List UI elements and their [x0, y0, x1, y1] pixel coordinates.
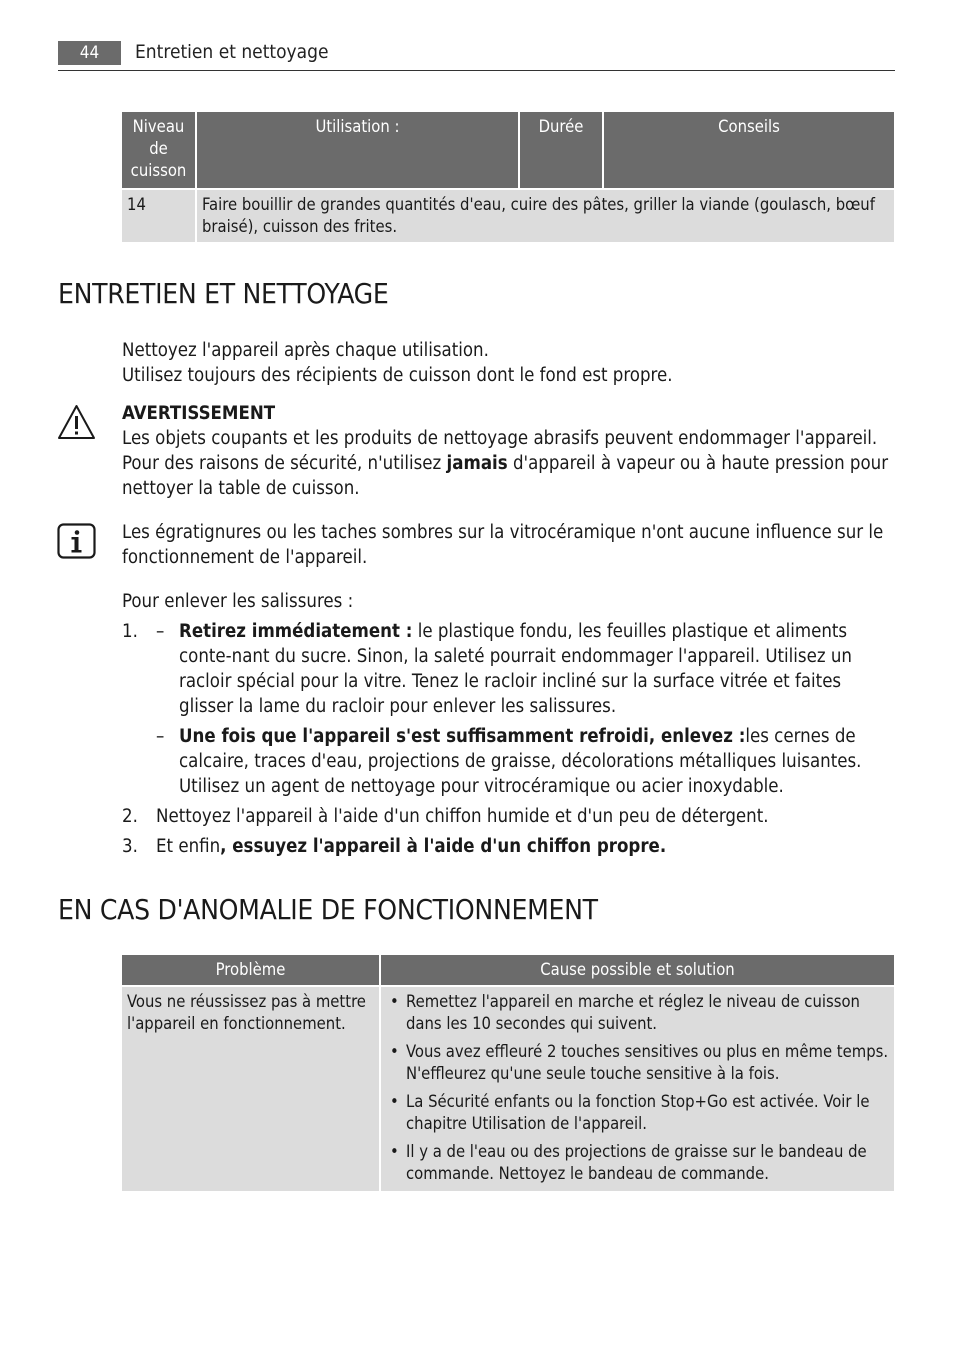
step-3-text: Et enfin — [156, 836, 221, 857]
step-1a-text: le plastique fondu, les feuilles plastique et aliments conte-nant du sucre. Sinon, la saleté pourrait endommager l'appareil. Utilisez un racloir spécial pour la vitre. Tenez le racloir incliné sur la surface vitrée et faites glisser la lame du racloir pour enlever les salissures. — [179, 621, 852, 717]
section-title-maintenance: ENTRETIEN ET NETTOYAGE — [58, 277, 389, 310]
cell-solutions — [380, 986, 894, 1191]
list-item — [386, 1141, 889, 1185]
step-1-item-a — [156, 619, 894, 719]
solution-list — [386, 991, 889, 1185]
dash-marker: – — [156, 726, 165, 747]
cooking-table-header-row — [122, 112, 894, 189]
cooking-table-row — [122, 189, 894, 242]
bullet-marker: • — [390, 1142, 399, 1161]
header-tips: Conseils — [603, 112, 894, 189]
list-item — [386, 1091, 889, 1135]
info-text: Les égratignures ou les taches sombres sur la vitrocéramique n'ont aucune influence sur le fonctionnement de l'appareil. — [122, 522, 884, 568]
step-2 — [122, 804, 894, 829]
warning-text-part1: Les objets coupants et les produits de nettoyage abrasifs peuvent endommager l'appareil. Pour des raisons de sécurité, n'utilisez — [122, 428, 878, 474]
bullet-marker: • — [390, 992, 399, 1011]
header-problem: Problème — [122, 955, 380, 986]
intro-paragraph — [122, 338, 902, 388]
remove-intro: Pour enlever les salissures : — [122, 591, 354, 612]
cell-usage-text: Faire bouillir de grandes quantités d'eau, cuire des pâtes, griller la viande (goulasch, bœuf braisé), cuisson des frites. — [196, 189, 894, 242]
step-number: 3. — [122, 836, 138, 857]
running-title: Entretien et nettoyage — [135, 41, 329, 63]
header-cooking-level: Niveau de cuisson — [122, 112, 196, 189]
step-3 — [122, 834, 894, 859]
solution-text: La Sécurité enfants ou la fonction Stop+Go est activée. Voir le chapitre Utilisation de l'appareil. — [406, 1092, 870, 1133]
cell-level: 14 — [122, 189, 196, 242]
cooking-level-table — [122, 112, 894, 242]
section-title-troubleshooting: EN CAS D'ANOMALIE DE FONCTIONNEMENT — [58, 893, 598, 926]
warning-title: AVERTISSEMENT — [122, 403, 276, 424]
intro-line-2: Utilisez toujours des récipients de cuisson dont le fond est propre. — [122, 365, 673, 386]
warning-emphasis: jamais — [446, 453, 508, 474]
troubleshooting-row — [122, 986, 894, 1191]
troubleshooting-table — [122, 955, 894, 1191]
warning-triangle-icon — [57, 404, 96, 440]
cleaning-steps — [122, 619, 894, 864]
dash-marker: – — [156, 621, 165, 642]
bullet-marker: • — [390, 1092, 399, 1111]
warning-text — [122, 426, 897, 501]
step-1-item-b — [156, 724, 894, 799]
solution-text: Vous avez effleuré 2 touches sensitives ou plus en même temps. N'effleurez qu'une seule touche sensitive à la fois. — [406, 1042, 889, 1083]
solution-text: Il y a de l'eau ou des projections de graisse sur le bandeau de commande. Nettoyez le bandeau de commande. — [406, 1142, 867, 1183]
warning-text-part2: d'appareil à vapeur ou à haute pression pour nettoyer la table de cuisson. — [122, 453, 889, 499]
step-3-bold: , essuyez l'appareil à l'aide d'un chiffon propre. — [220, 836, 667, 857]
troubleshooting-header-row — [122, 955, 894, 986]
list-item — [386, 1041, 889, 1085]
cell-problem: Vous ne réussissez pas à mettre l'appareil en fonctionnement. — [122, 986, 380, 1191]
warning-block — [122, 401, 897, 501]
step-1 — [122, 619, 894, 799]
header-rule — [58, 70, 895, 71]
step-number: 1. — [122, 621, 138, 642]
header-cause-solution: Cause possible et solution — [380, 955, 894, 986]
list-item — [386, 991, 889, 1035]
step-2-text: Nettoyez l'appareil à l'aide d'un chiffon humide et d'un peu de détergent. — [156, 806, 769, 827]
step-1a-bold: Retirez immédiatement : — [179, 621, 413, 642]
step-number: 2. — [122, 806, 138, 827]
header-usage: Utilisation : — [196, 112, 519, 189]
header-duration: Durée — [519, 112, 603, 189]
info-icon — [57, 523, 96, 559]
step-1b-text: les cernes de calcaire, traces d'eau, projections de graisse, décolorations métalliques luisantes. Utilisez un agent de nettoyage pour vitrocéramique ou acier inoxydable. — [179, 726, 862, 797]
bullet-marker: • — [390, 1042, 399, 1061]
solution-text: Remettez l'appareil en marche et réglez le niveau de cuisson dans les 10 secondes qui suivent. — [406, 992, 860, 1033]
step-1b-bold: Une fois que l'appareil s'est suffisamment refroidi, enlevez : — [179, 726, 746, 747]
page-number: 44 — [58, 41, 121, 65]
intro-line-1: Nettoyez l'appareil après chaque utilisation. — [122, 340, 489, 361]
